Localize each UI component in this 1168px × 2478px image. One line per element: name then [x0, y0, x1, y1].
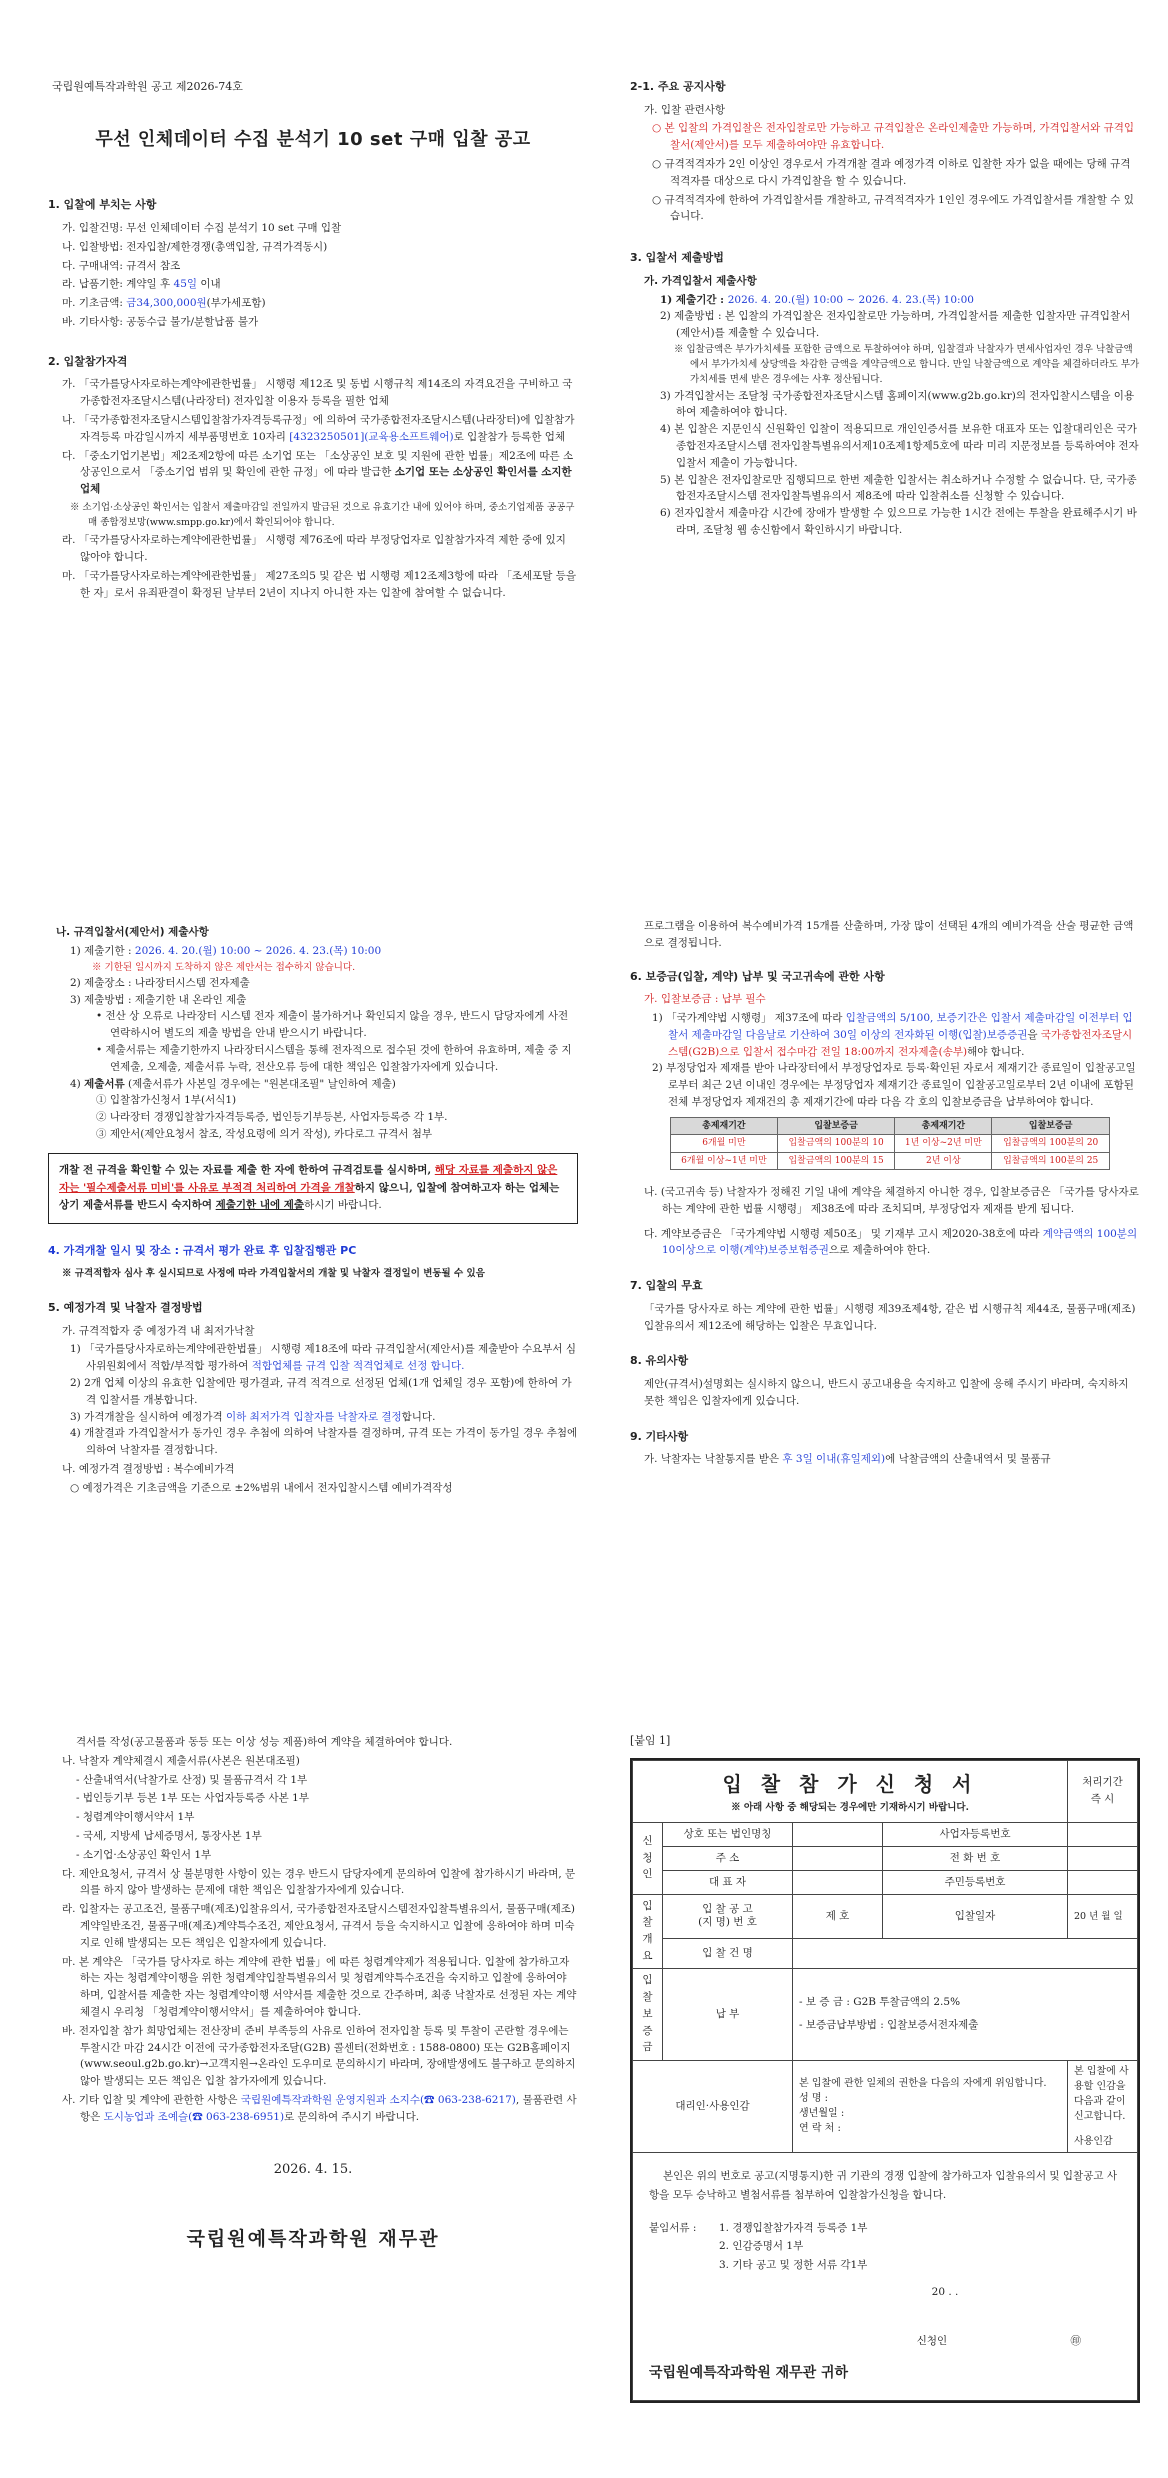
item-other: 바. 기타사항: 공동수급 불가/분할납품 불가 [62, 315, 259, 328]
spec-bid-title: 나. 규격입찰서(제안서) 제출사항 [56, 926, 209, 938]
section-2-title: 2. 입찰참가자격 [48, 354, 128, 368]
notice-no-field[interactable]: 제 호 [793, 1894, 883, 1938]
sanction-deposit-table [670, 1117, 1110, 1170]
page2-left-column [48, 922, 578, 1497]
table-header: 입찰보증금 [992, 1117, 1110, 1134]
attachment-2: 2. 인감증명서 1부 [719, 2240, 804, 2253]
spec-bid-document-2: ② 나라장터 경쟁입찰참가자격등록증, 법인등기부등본, 사업자등록증 각 1부. [96, 1111, 448, 1124]
company-name-field[interactable] [793, 1822, 883, 1846]
section-7-body: 「국가를 당사자로 하는 계약에 관한 법률」시행령 제39조제4항, 같은 법 시행규칙 제44조, 물품구매(제조)입찰유의서 제12조에 해당하는 입찰은 무효입니다. [644, 1302, 1136, 1332]
section-4-title: 4. 가격개찰 일시 및 장소 : 규격서 평가 완료 후 입찰집행관 PC [48, 1244, 357, 1258]
spec-bid-deadline: 1) 제출기한 : 2026. 4. 20.(월) 10:00 ~ 2026. 4. 23.(목) 10:00 [70, 944, 382, 957]
phone-field[interactable] [1068, 1846, 1138, 1870]
other-c: 다. 제안요청서, 규격서 상 불분명한 사항이 있는 경우 반드시 담당자에게 문의하여 입찰에 참가하시기 바라며, 문의를 하지 않아 발생하는 문제에 대한 책임은 입찰참가자에게 있습니다. [62, 1867, 576, 1897]
section-7-title: 7. 입찰의 무효 [630, 1279, 703, 1293]
table-cell: 6개월 이상~1년 미만 [671, 1152, 778, 1169]
spec-bid-document-1: ① 입찰참가신청서 1부(서식1) [96, 1094, 237, 1107]
table-cell: 입찰금액의 100분의 20 [992, 1135, 1110, 1152]
form-note: ※ 아래 사항 중 해당되는 경우에만 기재하시기 바랍니다. [731, 1801, 969, 1813]
price-bid-no-cancel: 5) 본 입찰은 전자입찰로만 집행되므로 한번 제출한 입찰서는 취소하거나 수정할 수 없습니다. 단, 국가종합전자조달시스템 전자입찰특별유의서 제8조에 따라 입찰취소를 신청할 수 있습니다. [660, 473, 1137, 503]
representative-field[interactable] [793, 1870, 883, 1894]
business-reg-label: 사업자등록번호 [883, 1822, 1068, 1846]
table-cell: 1년 이상~2년 미만 [895, 1135, 992, 1152]
announcement-date: 2026. 4. 15. [273, 2161, 353, 2177]
table-cell: 입찰금액의 100분의 15 [777, 1152, 895, 1169]
address-label: 주 소 [663, 1846, 793, 1870]
section-4-note: ※ 규격적합자 심사 후 실시되므로 사정에 따라 가격입찰서의 개찰 및 낙찰자 결정일이 변동될 수 있음 [62, 1267, 485, 1279]
agent-tel[interactable]: 연 락 처 : [799, 2123, 841, 2135]
bid-overview-label: 입찰개요 [633, 1894, 663, 1968]
other-f: 바. 전자입찰 참가 희망업체는 전산장비 준비 부족등의 사유로 인하여 전자입찰 등록 및 투찰이 곤란할 경우에는 투찰시간 마감 24시간 이전에 국가종합전자조달(G2B) 콜센터(전화번호 : 1588-0800) 또는 G2B홈페이지(www.seoul.g2b.go.kr)→고객지원→온라인 도우미로 문의하시기 바라며, 장애발생에도 불구하고 문의하지 않아 발생되는 모든 책임은 입찰 참가자에게 있습니다. [62, 2024, 576, 2088]
spec-bid-document-3: ③ 제안서(제안요청서 참조, 작성요령에 의거 작성), 카다로그 규격서 첨부 [96, 1127, 433, 1140]
section-8-body: 제안(규격서)설명회는 실시하지 않으니, 반드시 공고내용을 숙지하고 입찰에 응해 주시기 바라며, 숙지하지 못한 책임은 입찰자에게 있습니다. [644, 1377, 1129, 1407]
section-2-1-title: 2-1. 주요 공지사항 [630, 80, 726, 93]
bid-date-label: 입찰일자 [883, 1894, 1068, 1938]
section-9-title: 9. 기타사항 [630, 1429, 689, 1443]
deposit-2: 2) 부정당업자 제재를 받아 나라장터에서 부정당업자로 등록·확인된 자로서 제재기간 종료일이 입찰공고일로부터 최근 2년 이내인 경우에는 부정당업자 제재기간 종료일이 입찰공고일로부터 2년 이내에 포함된 전체 부정당업자 제재건의 총 제재기간에 따라 다음 각 호의 입찰보증금을 납부하여야 합니다. [652, 1062, 1136, 1108]
deposit-b: 나. (국고귀속 등) 낙찰자가 정해진 기일 내에 계약을 체결하지 아니한 경우, 입찰보증금은 「국가를 당사자로 하는 계약에 관한 법률 시행령」 제38조에 따라 조치되며, 부정당업자 제재를 받게 됩니다. [644, 1185, 1139, 1215]
item-bid-name: 가. 입찰건명: 무선 인체데이터 수집 분석기 10 set 구매 입찰 [62, 221, 342, 234]
other-g: 사. 기타 입찰 및 계약에 관한한 사항은 국립원예특작과학원 운영지원과 소지수(☎ 063-238-6217), 물품관련 사항은 도시농업과 조예슬(☎ 063-238-6951)로 문의하여 주시기 바랍니다. [62, 2093, 577, 2123]
agent-label: 대리인·사용인감 [633, 2060, 793, 2152]
deposit-c: 다. 계약보증금은 「국가계약법 시행령 제50조」 및 기재부 고시 제2020-38호에 따라 계약금액의 100분의 10이상으로 이행(계약)보증보험증권으로 제출하여야 한다. [644, 1227, 1138, 1257]
other-e: 마. 본 계약은 「국가를 당사자로 하는 계약에 관한 법률」에 따른 청렴계약제가 적용됩니다. 입찰에 참가하고자 하는 자는 청렴계약이행을 위한 청렴계약입찰특별유의서 및 청렴계약특수조건을 숙지하고 입찰에 응하여야 하며, 입찰서를 제출한 자는 청렴계약이행 서약서를 제출한 것으로 간주하며, 최종 낙찰자로 선정된 자는 계약 체결시 우리청 「청렴계약이행서약서」를 제출하여야 합니다. [62, 1955, 577, 2018]
form-title: 입 찰 참 가 신 청 서 [722, 1771, 978, 1796]
attachments-label: 붙임서류 : [649, 2221, 697, 2234]
signer-line [649, 2332, 1121, 2351]
business-reg-field[interactable] [1068, 1822, 1138, 1846]
issuing-organization: 국립원예특작과학원 재무관 [186, 2228, 440, 2251]
representative-label: 대 표 자 [663, 1870, 793, 1894]
phone-label: 전 화 번 호 [883, 1846, 1068, 1870]
announcement-number: 국립원예특작과학원 공고 제2026-74호 [52, 80, 243, 93]
table-cell: 2년 이상 [895, 1152, 992, 1169]
reserve-price-continued: 프로그램을 이용하여 복수예비가격 15개를 산출하며, 가장 많이 선택된 4개의 예비가격을 산술 평균한 금액으로 결정됩니다. [644, 920, 1134, 949]
warning-box: 개찰 전 규격을 확인할 수 있는 자료를 제출 한 자에 한하여 규격검토를 실시하며, 해당 자료를 제출하지 않은 자는 '필수제출서류 미비'를 사유로 부적격 처리하여 가격을 개찰하지 않으니, 입찰에 참여하고자 하는 업체는 상기 제출서류를 반드시 숙지하여 제출기한 내에 제출하시기 바랍니다. [48, 1153, 578, 1225]
award-2: 2) 2개 업체 이상의 유효한 입찰에만 평가결과, 규격 적격으로 선정된 업체(1개 업체일 경우 포함)에 한하여 가격 입찰서를 개봉합니다. [70, 1377, 572, 1406]
section-5-title: 5. 예정가격 및 낙찰자 결정방법 [48, 1301, 203, 1315]
section-8-title: 8. 유의사항 [630, 1354, 689, 1368]
bid-application-form [630, 1758, 1140, 2404]
page1-right-column [630, 78, 1140, 539]
address-field[interactable] [793, 1846, 883, 1870]
document-title: 무선 인체데이터 수집 분석기 10 set 구매 입찰 공고 [95, 128, 531, 150]
addressee: 국립원예특작과학원 재무관 귀하 [649, 2365, 849, 2382]
bid-item-field[interactable] [793, 1938, 1138, 1968]
item-bid-method: 나. 입찰방법: 전자입찰/제한경쟁(총액입찰, 규격가격동시) [62, 240, 328, 253]
table-cell: 6개월 미만 [671, 1135, 778, 1152]
item-delivery-deadline: 라. 납품기한: 계약일 후 45일 이내 [62, 278, 221, 291]
attachments-list [719, 2219, 867, 2276]
applicant-label: 신청인 [633, 1822, 663, 1894]
qualification-d: 라. 「국가를당사자로하는계약에관한법률」 시행령 제76조에 따라 부정당업자로 입찰참가자격 제한 중에 있지 않아야 합니다. [62, 534, 566, 564]
table-header: 총제재기간 [895, 1117, 992, 1134]
table-cell: 입찰금액의 100분의 10 [777, 1135, 895, 1152]
attachment-label: [붙임 1] [630, 1734, 671, 1747]
agent-name[interactable]: 성 명 : [799, 2093, 829, 2105]
price-bid-period: 1) 제출기간 : 2026. 4. 20.(월) 10:00 ~ 2026. 4. 23.(목) 10:00 [660, 293, 974, 306]
price-bid-deadline-warning: 6) 전자입찰서 제출마감 시간에 장애가 발생할 수 있으므로 가능한 1시간 전에는 투찰을 완료해주시기 바라며, 조달청 웹 송신함에서 확인하시기 바랍니다. [660, 507, 1137, 536]
qualification-c: 다. 「중소기업기본법」제2조제2항에 따른 소기업 또는 「소상공인 보호 및 지원에 관한 법률」제2조에 따른 소상공인으로서 「중소기업 범위 및 확인에 관한 규정」에 따라 발급한 소기업 또는 소상공인 확인서를 소지한 업체 [62, 449, 574, 496]
table-cell: 입찰금액의 100분의 25 [992, 1152, 1110, 1169]
other-d: 라. 입찰자는 공고조건, 물품구매(제조)입찰유의서, 국가종합전자조달시스템전자입찰특별유의서, 물품구매(제조)계약일반조건, 물품구매(제조)계약특수조건, 제안요청서, 규격서 등을 숙지하시고 입찰에 응하여야 하며 미숙지로 인해 발생되는 모든 책임은 입찰자에게 있습니다. [62, 1903, 576, 1949]
signer-label: 신청인 [916, 2335, 948, 2348]
qualification-c-note: ※ 소기업·소상공인 확인서는 입찰서 제출마감일 전일까지 발급된 것으로 유효기간 내에 있어야 하며, 중소기업제품 공공구매 종합정보망(www.smpp.go.kr)에서 확인되어야 합니다. [70, 501, 575, 529]
seal-mark: ㊞ [1070, 2335, 1081, 2348]
award-b: 나. 예정가격 결정방법 : 복수예비가격 [62, 1463, 235, 1476]
form-date: 20 . . [931, 2286, 959, 2299]
page-3 [0, 1710, 1168, 2478]
notice-a: 가. 입찰 관련사항 [644, 103, 726, 116]
resident-no-field[interactable] [1068, 1870, 1138, 1894]
deposit-label: 입찰보증금 [633, 1968, 663, 2060]
spec-bid-method-bullet-1: • 전산 상 오류로 나라장터 시스템 전자 제출이 불가하거나 확인되지 않을 경우, 반드시 담당자에게 사전 연락하시어 별도의 제출 방법을 안내 받으시기 바랍니다. [96, 1010, 569, 1040]
spec-bid-method-bullet-2: • 제출서류는 제출기한까지 나라장터시스템을 통해 전자적으로 접수된 것에 한하여 유효하며, 제출 중 지연제출, 오제출, 제출서류 누락, 전산오류 등에 대한 책임은 입찰참가자에게 있습니다. [96, 1043, 572, 1073]
form-header [633, 1760, 1068, 1822]
award-3: 3) 가격개찰을 실시하여 예정가격 이하 최저가격 입찰자를 낙찰자로 결정합니다. [70, 1410, 436, 1423]
notice-no-label: 입 찰 공 고 (지 명) 번 호 [663, 1894, 793, 1938]
award-1: 1) 「국가를당사자로하는계약에관한법률」 시행령 제18조에 따라 규격입찰서(제안서)를 제출받아 수요부서 심사위원회에서 적합/부적합 평가하여 적합업체를 규격 입찰 적격업체로 선정 합니다. [70, 1343, 577, 1373]
section-9-a: 가. 낙찰자는 낙찰통지를 받은 후 3일 이내(휴일제외)에 낙찰금액의 산출내역서 및 물품규 [644, 1453, 1051, 1466]
processing-period-value: 즉 시 [1090, 1793, 1115, 1806]
deposit-amount: - 보 증 금 : G2B 투찰금액의 2.5% [799, 1996, 961, 2009]
contract-doc-4: - 국세, 지방세 납세증명서, 통장사본 1부 [76, 1829, 262, 1842]
agent-text: 본 입찰에 관한 일체의 권한을 다음의 자에게 위임합니다. [799, 2078, 1047, 2090]
notice-o2: ○ 규격적격자가 2인 이상인 경우로서 가격개찰 결과 예정가격 이하로 입찰한 자가 없을 때에는 당해 규격적격자를 대상으로 다시 가격입찰을 할 수 있습니다. [652, 157, 1131, 187]
item-base-amount: 마. 기초금액: 금34,300,000원(부가세포함) [62, 297, 266, 310]
price-bid-method: 2) 제출방법 : 본 입찰의 가격입찰은 전자입찰로만 가능하며, 가격입찰서를 제출한 입찰자만 규격입찰서(제안서)를 제출할 수 있습니다. [660, 310, 1131, 340]
price-bid-fingerprint: 4) 본 입찰은 지문인식 신원확인 입찰이 적용되므로 개인인증서를 보유한 대표자 또는 입찰대리인은 국가종합전자조달시스템 전자입찰특별유의서제10조제1항제5호에 따라 미리 지문정보를 등록하여야 전자입찰서 제출이 가능합니다. [660, 423, 1139, 469]
deposit-detail [793, 1968, 1138, 2060]
section-3-title: 3. 입찰서 제출방법 [630, 251, 724, 265]
deposit-method: - 보증금납부방법 : 입찰보증서전자제출 [799, 2019, 979, 2032]
spec-bid-deadline-note: ※ 기한된 일시까지 도착하지 않은 제안서는 접수하지 않습니다. [92, 961, 356, 973]
attachment-1: 1. 경쟁입찰참가자격 등록증 1부 [719, 2221, 868, 2234]
price-bid-title: 가. 가격입찰서 제출사항 [644, 274, 757, 287]
contract-docs-title: 나. 낙찰자 계약체결시 제출서류(사본은 원본대조필) [62, 1754, 300, 1767]
processing-period-label: 처리기간 [1082, 1776, 1123, 1789]
page-1 [0, 0, 1168, 800]
section-1-title: 1. 입찰에 부치는 사항 [48, 198, 157, 212]
form-body-text: 본인은 위의 번호로 공고(지명통지)한 귀 기관의 경쟁 입찰에 참가하고자 입찰유의서 및 입찰공고 사항을 모두 승낙하고 별첨서류를 첨부하여 입찰참가신청을 합니다. [649, 2169, 1117, 2201]
notice-o1: ○ 본 입찰의 가격입찰은 전자입찰로만 가능하고 규격입찰은 온라인제출만 가능하며, 가격입찰서와 규격입찰서(제안서)를 모두 제출하여야만 유효합니다. [652, 122, 1135, 152]
page2-right-column [630, 916, 1140, 1470]
agent-birth[interactable]: 생년월일 : [799, 2108, 845, 2120]
table-header: 입찰보증금 [777, 1117, 895, 1134]
price-bid-method-note: ※ 입찰금액은 부가가치세를 포함한 금액으로 투찰하여야 하며, 입찰결과 낙찰자가 면세사업자인 경우 낙찰금액에서 부가가치세 상당액을 차감한 금액을 계약금액으로 합니다. 만일 낙찰금액으로 계약을 체결하더라도 부가가치세를 면세 받은 경우에는 사후 정산됩니다. [674, 343, 1140, 386]
contract-doc-1: - 산출내역서(낙찰가로 산정) 및 물품규격서 각 1부 [76, 1773, 308, 1786]
agent-delegation [793, 2060, 1068, 2152]
deposit-1: 1) 「국가계약법 시행령」 제37조에 따라 입찰금액의 5/100, 보증기간은 입찰서 제출마감일 이전부터 입찰서 제출마감일 다음날로 기산하여 30일 이상의 전자화된 이행(입찰)보증증권을 국가종합전자조달시스템(G2B)으로 입찰서 접수마감 전일 18:00까지 전자제출(송부)해야 합니다. [652, 1011, 1133, 1058]
section-9-a-continued: 격서를 작성(공고물품과 동등 또는 이상 성능 제품)하여 계약을 체결하여야 합니다. [76, 1736, 453, 1748]
table-header: 총제재기간 [671, 1117, 778, 1134]
attachments [649, 2219, 1121, 2276]
seal-declaration [1068, 2060, 1138, 2152]
company-name-label: 상호 또는 법인명칭 [663, 1822, 793, 1846]
spec-bid-method: 3) 제출방법 : 제출기한 내 온라인 제출 [70, 993, 247, 1006]
page1-left-column [48, 0, 578, 604]
contract-doc-2: - 법인등기부 등본 1부 또는 사업자등록증 사본 1부 [76, 1792, 309, 1805]
price-bid-system: 3) 가격입찰서는 조달청 국가종합전자조달시스템 홈페이지(www.g2b.go.kr)의 전자입찰시스템을 이용하여 제출하여야 합니다. [660, 389, 1135, 419]
notice-o3: ○ 규격적격자에 한하여 가격입찰서를 개찰하고, 규격적격자가 1인인 경우에도 가격입찰서를 개찰할 수 있습니다. [652, 193, 1134, 223]
page-2 [0, 830, 1168, 1710]
page3-left-column [48, 1732, 578, 2255]
resident-no-label: 주민등록번호 [883, 1870, 1068, 1894]
award-b-detail: ○ 예정가격은 기초금액을 기준으로 ±2%범위 내에서 전자입찰시스템 예비가격작성 [70, 1481, 453, 1494]
processing-period [1068, 1760, 1138, 1822]
deposit-a: 가. 입찰보증금 : 납부 필수 [644, 993, 766, 1006]
form-body [633, 2152, 1138, 2400]
paid-label: 납 부 [663, 1968, 793, 2060]
award-4: 4) 개찰결과 가격입찰서가 동가인 경우 추첨에 의하여 낙찰자를 결정하며, 규격 또는 가격이 동가일 경우 추첨에 의하여 낙찰자를 결정합니다. [70, 1427, 578, 1457]
seal-text: 본 입찰에 사용할 인감을 다음과 같이 신고합니다. [1074, 2065, 1129, 2122]
contract-doc-3: - 청렴계약이행서약서 1부 [76, 1811, 195, 1824]
qualification-a: 가. 「국가를당사자로하는계약에관한법률」 시행령 제12조 및 동법 시행규칙 제14조의 자격요건을 구비하고 국가종합전자조달시스템(나라장터) 전자입찰 이용자 등록을 필한 업체 [62, 378, 573, 408]
attachment-3: 3. 기타 공고 및 정한 서류 각1부 [719, 2259, 868, 2272]
page3-right-column [630, 1732, 1140, 2403]
bid-date-field[interactable]: 20 년 월 일 [1068, 1894, 1138, 1938]
item-purchase-detail: 다. 구매내역: 규격서 참조 [62, 259, 181, 272]
spec-bid-documents: 4) 제출서류 (제출서류가 사본일 경우에는 "원본대조필" 날인하여 제출) [70, 1077, 396, 1090]
section-6-title: 6. 보증금(입찰, 계약) 납부 및 국고귀속에 관한 사항 [630, 969, 885, 983]
bid-item-label: 입 찰 건 명 [663, 1938, 793, 1968]
award-a: 가. 규격적합자 중 예정가격 내 최저가낙찰 [62, 1324, 255, 1337]
spec-bid-place: 2) 제출장소 : 나라장터시스템 전자제출 [70, 976, 250, 989]
qualification-b: 나. 「국가종합전자조달시스템입찰참가자격등록규정」에 의하여 국가종합전자조달시스템(나라장터)에 입찰참가자격등록 마감일시까지 세부품명번호 10자리 [4323250501](교육용소프트웨어)로 입찰참가 등록한 업체 [62, 413, 575, 443]
contract-doc-5: - 소기업·소상공인 확인서 1부 [76, 1848, 212, 1861]
seal-label: 사용인감 [1074, 2135, 1113, 2147]
qualification-e: 마. 「국가를당사자로하는계약에관한법률」 제27조의5 및 같은 법 시행령 제12조제3항에 따라 「조세포탈 등을 한 자」로서 유죄판결이 확정된 날부터 2년이 지나지 아니한 자는 입찰에 참여할 수 없습니다. [62, 569, 577, 599]
